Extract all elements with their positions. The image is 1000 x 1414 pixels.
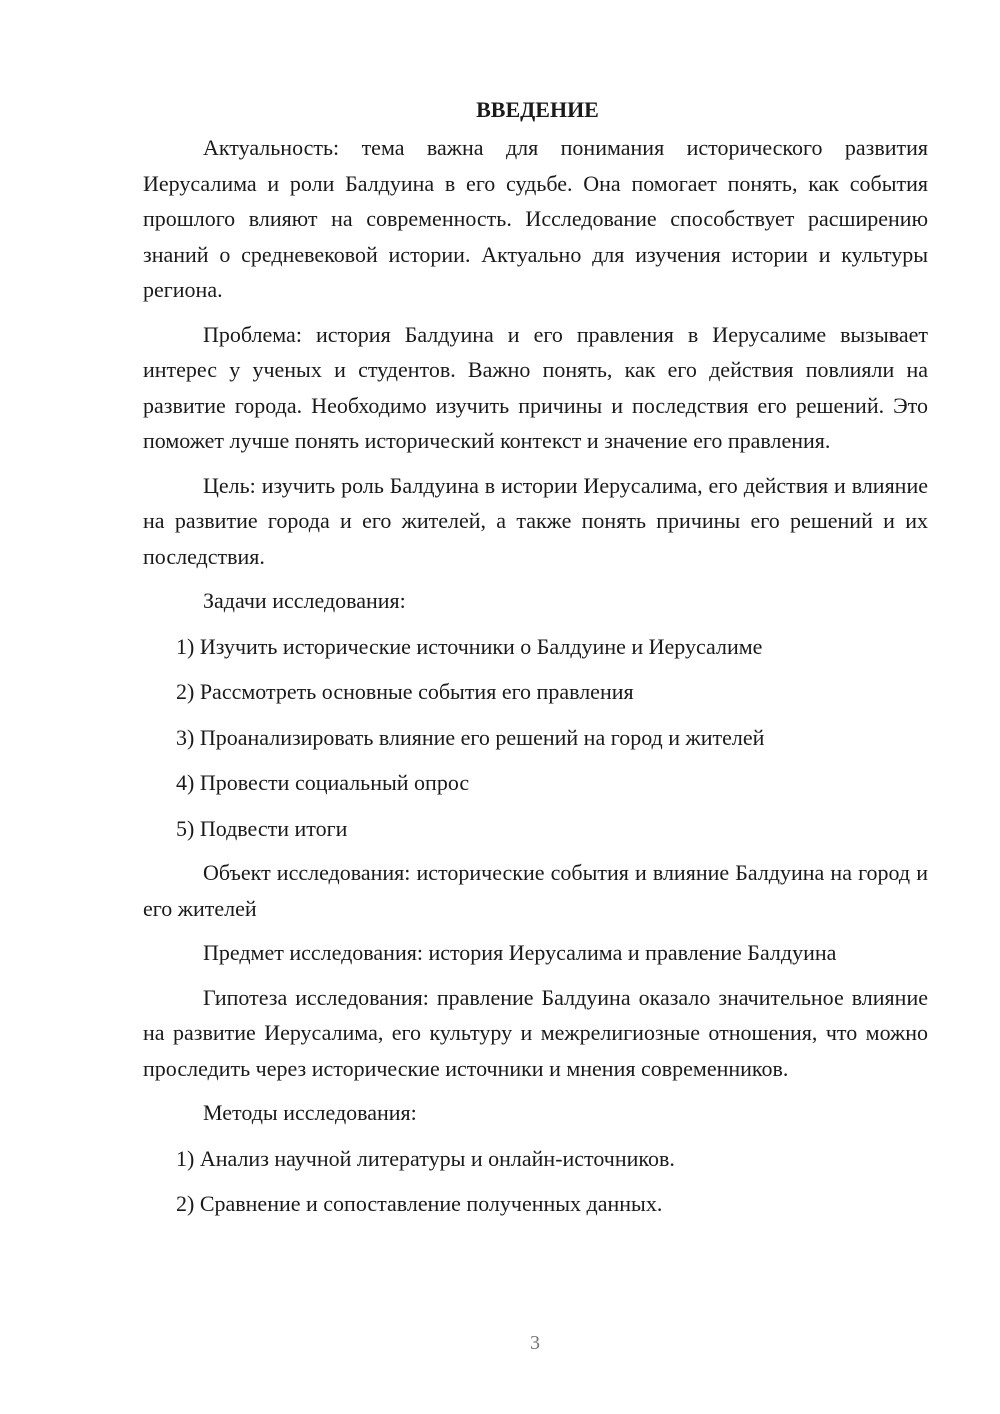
task-item: 2) Рассмотреть основные события его правления [176, 679, 634, 704]
section-title: ВВЕДЕНИЕ [476, 97, 599, 122]
method-item: 2) Сравнение и сопоставление полученных данных. [176, 1191, 663, 1216]
task-item: 1) Изучить исторические источники о Балдуине и Иерусалиме [176, 633, 763, 659]
goal-paragraph: Цель: изучить роль Балдуина в истории Иерусалима, его действия и влияние на развитие города и его жителей, а также понять причины его решений и их последствия. [143, 472, 928, 569]
object-paragraph: Объект исследования: исторические события и влияние Балдуина на город и его жителей [143, 860, 928, 921]
task-item: 5) Подвести итоги [176, 815, 348, 841]
method-item: 1) Анализ научной литературы и онлайн-источников. [176, 1145, 675, 1171]
tasks-heading: Задачи исследования: [203, 588, 406, 613]
task-item: 4) Провести социальный опрос [176, 770, 470, 795]
problem-paragraph: Проблема: история Балдуина и его правления в Иерусалиме вызывает интерес у ученых и студентов. Важно понять, как его действия повлияли на развитие города. Необходимо изучить причины и последствия его решений. Это поможет лучше понять исторический контекст и значение его правления. [143, 321, 928, 453]
document-page [143, 92, 928, 1222]
methods-heading: Методы исследования: [203, 1100, 417, 1125]
task-item: 3) Проанализировать влияние его решений на город и жителей [176, 724, 765, 750]
hypothesis-paragraph: Гипотеза исследования: правление Балдуина оказало значительное влияние на развитие Иерусалима, его культуру и межрелигиозные отношения, что можно проследить через исторические источники и мнения современников. [143, 984, 928, 1081]
page-number: 3 [530, 1332, 540, 1354]
relevance-paragraph: Актуальность: тема важна для понимания исторического развития Иерусалима и роли Балдуина в его судьбе. Она помогает понять, как события прошлого влияют на современность. Исследование способствует расширению знаний о средневековой истории. Актуально для изучения истории и культуры региона. [143, 135, 928, 302]
subject-paragraph: Предмет исследования: история Иерусалима и правление Балдуина [203, 940, 837, 965]
